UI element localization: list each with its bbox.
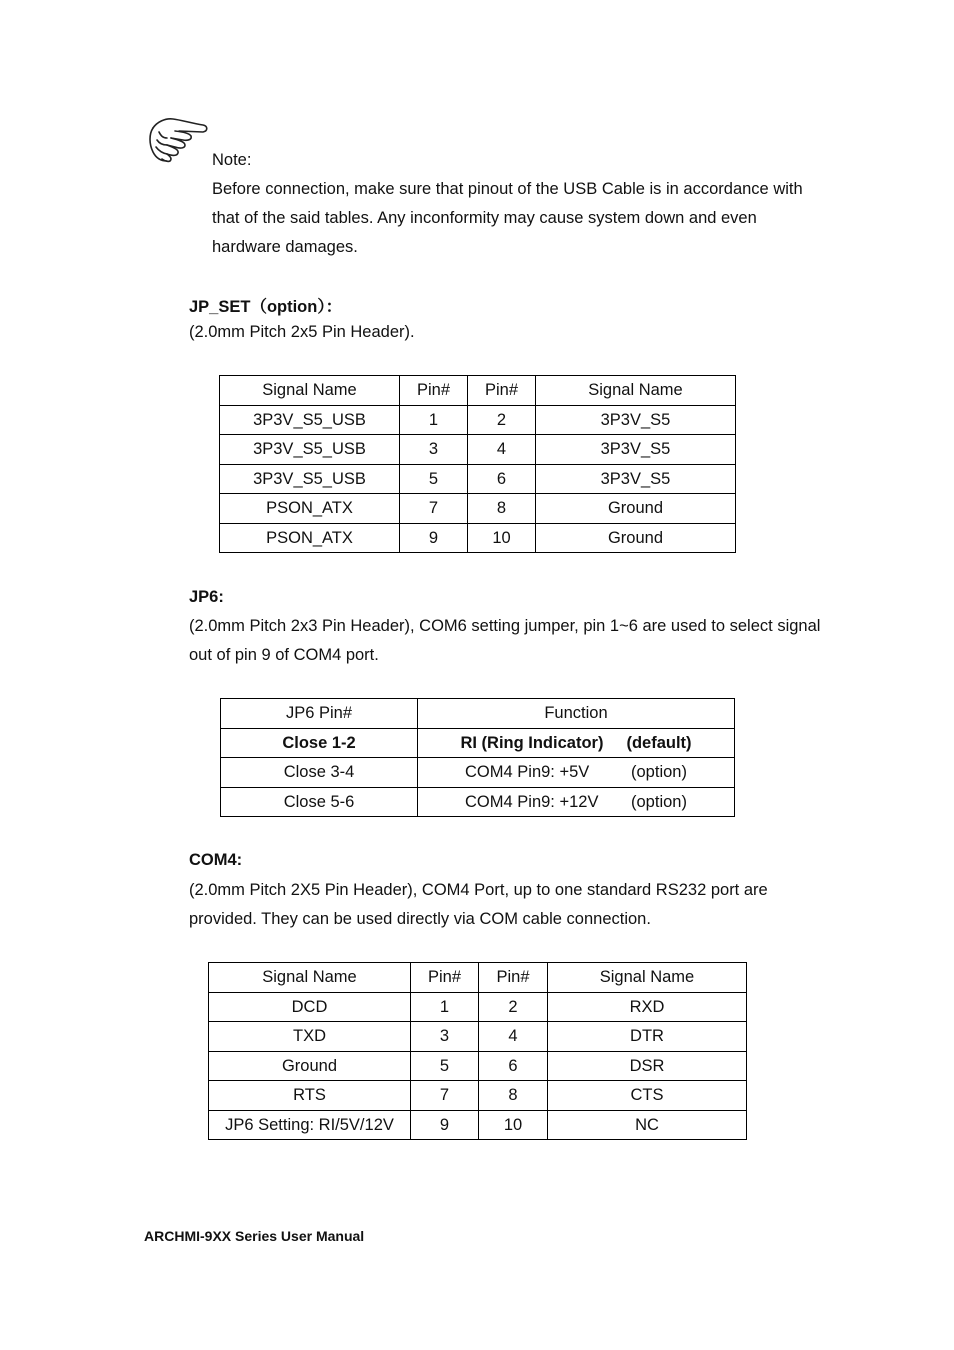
table-cell: 2 [479, 992, 548, 1022]
table-cell [418, 758, 735, 788]
table-cell: 10 [479, 1110, 548, 1140]
table-row [221, 787, 735, 817]
table-cell: 3 [400, 435, 468, 465]
header-cell: JP6 Pin# [221, 699, 418, 729]
header-cell: Signal Name [536, 376, 736, 406]
table-cell: 9 [400, 523, 468, 553]
jp-set-description: (2.0mm Pitch 2x5 Pin Header). [189, 323, 415, 341]
table-header-row [209, 963, 747, 993]
mode-label: (default) [626, 733, 692, 752]
table-cell: 5 [400, 464, 468, 494]
jp6-table [220, 698, 735, 817]
table-cell [418, 787, 735, 817]
pointing-hand-icon [145, 114, 211, 168]
table-cell: Ground [209, 1051, 411, 1081]
function-label: COM4 Pin9: +12V [465, 792, 599, 811]
footer-manual-title: ARCHMI-9XX Series User Manual [144, 1228, 365, 1244]
table-cell: RTS [209, 1081, 411, 1111]
table-cell: JP6 Setting: RI/5V/12V [209, 1110, 411, 1140]
table-cell: 6 [479, 1051, 548, 1081]
table-row [220, 523, 736, 553]
table-cell: 9 [411, 1110, 479, 1140]
mode-label: (option) [631, 792, 687, 811]
table-row [209, 1051, 747, 1081]
table-cell: Ground [536, 523, 736, 553]
table-cell: 3P3V_S5 [536, 464, 736, 494]
note-label: Note: [212, 151, 252, 169]
table-cell: Close 1-2 [221, 728, 418, 758]
header-cell: Pin# [479, 963, 548, 993]
table-cell: 2 [468, 405, 536, 435]
table-cell: 3P3V_S5_USB [220, 405, 400, 435]
table-cell: Ground [536, 494, 736, 524]
jp6-heading: JP6: [189, 588, 224, 606]
table-cell: 3P3V_S5 [536, 435, 736, 465]
table-row [209, 1022, 747, 1052]
table-cell: 1 [411, 992, 479, 1022]
table-cell: 5 [411, 1051, 479, 1081]
table-cell [418, 728, 735, 758]
table-row [209, 1110, 747, 1140]
table-cell: 8 [479, 1081, 548, 1111]
table-row [220, 494, 736, 524]
header-cell: Signal Name [209, 963, 411, 993]
table-cell: 6 [468, 464, 536, 494]
table-row [220, 464, 736, 494]
table-header-row [220, 376, 736, 406]
jp-set-table [219, 375, 736, 553]
header-cell: Signal Name [548, 963, 747, 993]
table-cell: 8 [468, 494, 536, 524]
table-cell: 4 [468, 435, 536, 465]
table-cell: Close 3-4 [221, 758, 418, 788]
table-cell: 3P3V_S5 [536, 405, 736, 435]
table-cell: 3 [411, 1022, 479, 1052]
jp6-description: (2.0mm Pitch 2x3 Pin Header), COM6 setting jumper, pin 1~6 are used to select signal out of pin 9 of COM4 port. [189, 617, 821, 664]
table-row [221, 758, 735, 788]
function-label: RI (Ring Indicator) [460, 733, 604, 752]
table-cell: 10 [468, 523, 536, 553]
com4-description: (2.0mm Pitch 2X5 Pin Header), COM4 Port, up to one standard RS232 port are provided. They can be used directly via COM cable connection. [189, 881, 768, 928]
table-cell: 4 [479, 1022, 548, 1052]
table-cell: 7 [411, 1081, 479, 1111]
table-row [220, 405, 736, 435]
table-header-row [221, 699, 735, 729]
table-cell: PSON_ATX [220, 523, 400, 553]
table-row [221, 728, 735, 758]
header-cell: Pin# [468, 376, 536, 406]
header-cell: Function [418, 699, 735, 729]
header-cell: Signal Name [220, 376, 400, 406]
table-cell: 1 [400, 405, 468, 435]
com4-heading: COM4: [189, 851, 243, 869]
header-cell: Pin# [411, 963, 479, 993]
table-cell: PSON_ATX [220, 494, 400, 524]
table-cell: TXD [209, 1022, 411, 1052]
table-cell: NC [548, 1110, 747, 1140]
com4-table [208, 962, 747, 1140]
table-row [209, 1081, 747, 1111]
table-cell: RXD [548, 992, 747, 1022]
jp-set-heading: JP_SET（option）： [189, 298, 343, 316]
mode-label: (option) [631, 763, 687, 782]
table-cell: 7 [400, 494, 468, 524]
header-cell: Pin# [400, 376, 468, 406]
table-cell: DCD [209, 992, 411, 1022]
note-text: Before connection, make sure that pinout of the USB Cable is in accordance with that of the said tables. Any inconformity may cause system down and even hardware damages. [212, 180, 803, 256]
table-cell: DTR [548, 1022, 747, 1052]
table-cell: 3P3V_S5_USB [220, 435, 400, 465]
table-cell: Close 5-6 [221, 787, 418, 817]
table-cell: CTS [548, 1081, 747, 1111]
table-row [220, 435, 736, 465]
table-cell: 3P3V_S5_USB [220, 464, 400, 494]
function-label: COM4 Pin9: +5V [465, 763, 590, 782]
table-cell: DSR [548, 1051, 747, 1081]
table-row [209, 992, 747, 1022]
